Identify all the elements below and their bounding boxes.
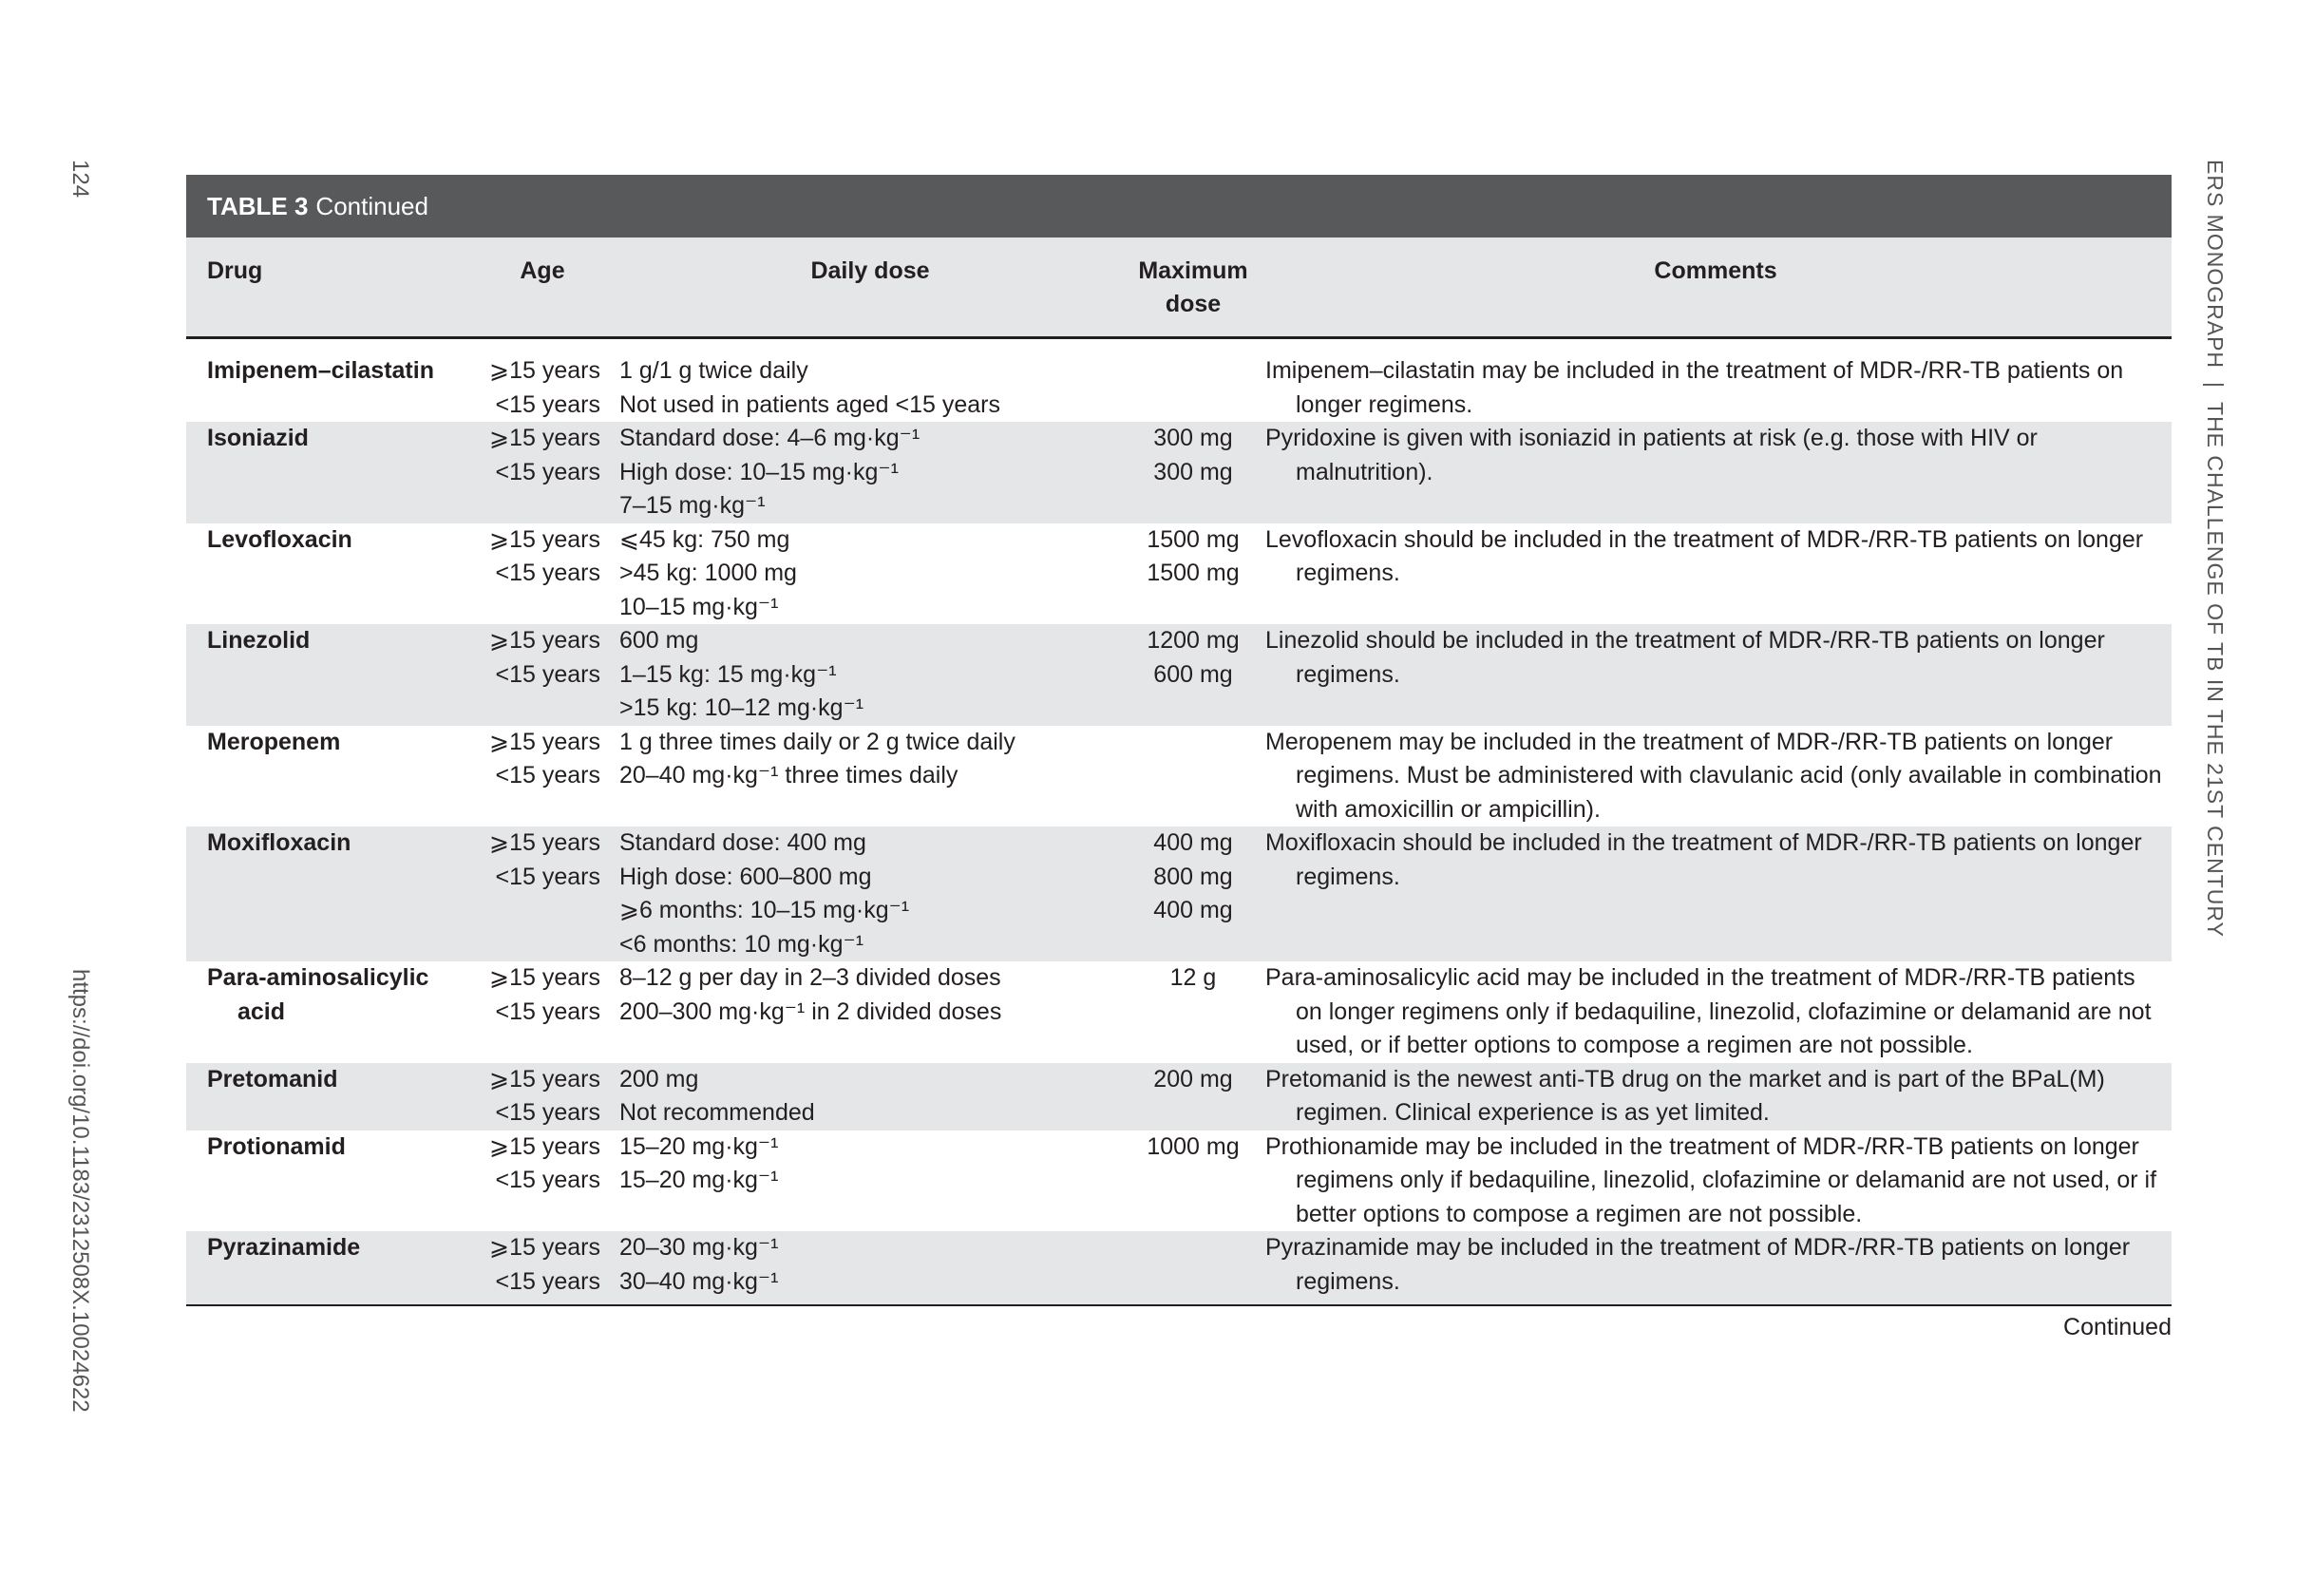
- table-row: [186, 422, 2172, 523]
- comment-text: Pretomanid is the newest anti-TB drug on the market and is part of the BPaL(M) regimen. Clinical experience is as yet limited.: [1265, 1065, 2105, 1126]
- maximum-dose-value: 400 mg: [1153, 897, 1233, 923]
- drug-name-cell: [186, 523, 471, 625]
- table-row: [186, 961, 2172, 1063]
- page-number: 124: [67, 160, 93, 199]
- maximum-dose-value: 400 mg: [1153, 829, 1233, 856]
- maximum-dose-value: 1200 mg: [1147, 627, 1240, 654]
- drug-table: [186, 175, 2172, 1341]
- header-daily-dose: Daily dose: [614, 238, 1127, 338]
- daily-dose-value: 200–300 mg·kg⁻¹ in 2 divided doses: [619, 998, 1002, 1025]
- age-value: ⩾15 years: [489, 627, 600, 654]
- maximum-dose-value: 200 mg: [1153, 1065, 1233, 1092]
- drug-name: Linezolid: [207, 627, 311, 654]
- comments-cell: [1260, 523, 2172, 625]
- age-cell: [471, 826, 614, 961]
- comment-text: Prothionamide may be included in the treatment of MDR-/RR-TB patients on longer regimens only if bedaquiline, linezolid, clofazimine or delamanid are not used, or if better options to compose a regimen are not possible.: [1265, 1132, 2157, 1227]
- daily-dose-value: 10–15 mg·kg⁻¹: [619, 593, 779, 620]
- age-value: <15 years: [495, 1099, 600, 1126]
- drug-name-cell: [186, 338, 471, 423]
- comments-cell: [1260, 726, 2172, 827]
- age-value: ⩾15 years: [489, 1065, 600, 1092]
- comments-cell: [1260, 338, 2172, 423]
- drug-name: Moxifloxacin: [207, 829, 351, 856]
- daily-dose-value: Standard dose: 4–6 mg·kg⁻¹: [619, 425, 920, 451]
- drug-name-cell: [186, 1063, 471, 1130]
- drug-name-cell: [186, 826, 471, 961]
- age-cell: [471, 961, 614, 1063]
- comments-cell: [1260, 1231, 2172, 1305]
- age-value: ⩾15 years: [489, 357, 600, 384]
- daily-dose-cell: [614, 422, 1127, 523]
- daily-dose-value: High dose: 600–800 mg: [619, 863, 872, 890]
- age-value: <15 years: [495, 560, 600, 586]
- age-value: <15 years: [495, 458, 600, 485]
- table-row: [186, 1063, 2172, 1130]
- daily-dose-cell: [614, 826, 1127, 961]
- header-maximum-line1: Maximum: [1138, 257, 1248, 284]
- daily-dose-value: 8–12 g per day in 2–3 divided doses: [619, 964, 1001, 991]
- maximum-dose-cell: [1127, 726, 1260, 827]
- maximum-dose-value: 1000 mg: [1147, 1132, 1240, 1160]
- drug-name-cell: [186, 422, 471, 523]
- comment-text: Linezolid should be included in the treatment of MDR-/RR-TB patients on longer regimens.: [1265, 627, 2105, 688]
- drug-name-cell: [186, 1130, 471, 1232]
- maximum-dose-cell: [1127, 338, 1260, 423]
- drug-name: Para-aminosalicylic acid: [207, 964, 429, 1025]
- table-row: [186, 338, 2172, 423]
- table-caption-label: TABLE 3: [207, 191, 309, 220]
- header-age: Age: [471, 238, 614, 338]
- table-row: [186, 726, 2172, 827]
- running-head: [2202, 160, 2228, 938]
- maximum-dose-cell: [1127, 826, 1260, 961]
- age-value: <15 years: [495, 998, 600, 1025]
- age-value: ⩾15 years: [489, 1234, 600, 1261]
- header-maximum-dose: [1127, 238, 1260, 338]
- daily-dose-value: 20–40 mg·kg⁻¹ three times daily: [619, 762, 958, 788]
- daily-dose-value: >45 kg: 1000 mg: [619, 560, 797, 586]
- maximum-dose-value: 300 mg: [1153, 425, 1233, 451]
- age-value: <15 years: [495, 762, 600, 788]
- daily-dose-value: High dose: 10–15 mg·kg⁻¹: [619, 458, 899, 485]
- daily-dose-value: 1 g three times daily or 2 g twice daily: [619, 728, 1015, 755]
- running-head-title: THE CHALLENGE OF TB IN THE 21ST CENTURY: [2203, 402, 2228, 938]
- age-value: ⩾15 years: [489, 728, 600, 755]
- daily-dose-value: 200 mg: [619, 1065, 699, 1092]
- maximum-dose-value: 600 mg: [1153, 660, 1233, 688]
- daily-dose-value: Standard dose: 400 mg: [619, 829, 866, 856]
- daily-dose-cell: [614, 338, 1127, 423]
- age-cell: [471, 1130, 614, 1232]
- maximum-dose-cell: [1127, 961, 1260, 1063]
- maximum-dose-value: 12 g: [1169, 964, 1217, 991]
- table-caption-text: Continued: [315, 191, 428, 220]
- daily-dose-cell: [614, 726, 1127, 827]
- doi-link[interactable]: https://doi.org/10.1183/2312508X.10024622: [67, 969, 93, 1413]
- comments-cell: [1260, 422, 2172, 523]
- drug-name-cell: [186, 961, 471, 1063]
- table-caption: [186, 175, 2172, 238]
- maximum-dose-cell: [1127, 422, 1260, 523]
- maximum-dose-value: 1500 mg: [1147, 525, 1240, 553]
- comments-cell: [1260, 1130, 2172, 1232]
- comments-cell: [1260, 961, 2172, 1063]
- table-row: [186, 1130, 2172, 1232]
- daily-dose-value: 7–15 mg·kg⁻¹: [619, 492, 766, 519]
- age-cell: [471, 624, 614, 726]
- age-value: ⩾15 years: [489, 1132, 600, 1160]
- drug-name-cell: [186, 1231, 471, 1305]
- comment-text: Pyrazinamide may be included in the treatment of MDR-/RR-TB patients on longer regimens.: [1265, 1234, 2131, 1295]
- drug-name: Protionamid: [207, 1132, 346, 1160]
- drug-name-cell: [186, 726, 471, 827]
- comment-text: Imipenem–cilastatin may be included in the treatment of MDR-/RR-TB patients on longer regimens.: [1265, 357, 2124, 418]
- running-head-separator: |: [2203, 382, 2228, 390]
- comment-text: Levofloxacin should be included in the treatment of MDR-/RR-TB patients on longer regimens.: [1265, 525, 2144, 586]
- comment-text: Pyridoxine is given with isoniazid in patients at risk (e.g. those with HIV or malnutrition).: [1265, 425, 2038, 485]
- age-cell: [471, 1063, 614, 1130]
- drug-name: Pretomanid: [207, 1065, 338, 1092]
- table-header-row: [186, 238, 2172, 338]
- age-value: ⩾15 years: [489, 964, 600, 991]
- daily-dose-cell: [614, 961, 1127, 1063]
- daily-dose-value: <6 months: 10 mg·kg⁻¹: [619, 930, 864, 958]
- age-value: <15 years: [495, 660, 600, 688]
- comment-text: Meropenem may be included in the treatment of MDR-/RR-TB patients on longer regimens. Must be administered with clavulanic acid (only available in combination with amoxicillin or ampicillin).: [1265, 728, 2162, 823]
- header-maximum-line2: dose: [1165, 291, 1222, 317]
- running-head-series: ERS MONOGRAPH: [2203, 160, 2228, 370]
- header-comments: Comments: [1260, 238, 2172, 338]
- comments-cell: [1260, 624, 2172, 726]
- age-cell: [471, 523, 614, 625]
- comment-text: Moxifloxacin should be included in the treatment of MDR-/RR-TB patients on longer regimens.: [1265, 829, 2142, 890]
- daily-dose-value: Not used in patients aged <15 years: [619, 390, 1000, 418]
- drug-name: Isoniazid: [207, 425, 309, 451]
- daily-dose-value: >15 kg: 10–12 mg·kg⁻¹: [619, 694, 864, 721]
- comment-text: Para-aminosalicylic acid may be included in the treatment of MDR-/RR-TB patients on longer regimens only if bedaquiline, linezolid, clofazimine or delamanid are not used, or if better options to compose a regimen are not possible.: [1265, 964, 2152, 1058]
- age-value: <15 years: [495, 1167, 600, 1193]
- maximum-dose-value: 1500 mg: [1147, 560, 1240, 586]
- maximum-dose-cell: [1127, 523, 1260, 625]
- age-value: ⩾15 years: [489, 425, 600, 451]
- comments-cell: [1260, 1063, 2172, 1130]
- drug-name: Levofloxacin: [207, 525, 352, 553]
- daily-dose-value: 1–15 kg: 15 mg·kg⁻¹: [619, 660, 837, 688]
- maximum-dose-cell: [1127, 1063, 1260, 1130]
- daily-dose-cell: [614, 1063, 1127, 1130]
- header-drug: Drug: [186, 238, 471, 338]
- daily-dose-value: 15–20 mg·kg⁻¹: [619, 1167, 779, 1193]
- comments-cell: [1260, 826, 2172, 961]
- age-cell: [471, 338, 614, 423]
- table-row: [186, 826, 2172, 961]
- daily-dose-cell: [614, 1231, 1127, 1305]
- daily-dose-value: Not recommended: [619, 1099, 815, 1126]
- age-value: <15 years: [495, 863, 600, 890]
- age-cell: [471, 1231, 614, 1305]
- maximum-dose-value: 300 mg: [1153, 458, 1233, 485]
- maximum-dose-cell: [1127, 624, 1260, 726]
- dosing-table: [186, 238, 2172, 1306]
- drug-name-cell: [186, 624, 471, 726]
- daily-dose-value: 1 g/1 g twice daily: [619, 357, 808, 384]
- daily-dose-cell: [614, 624, 1127, 726]
- table-row: [186, 523, 2172, 625]
- maximum-dose-cell: [1127, 1231, 1260, 1305]
- age-value: <15 years: [495, 1267, 600, 1295]
- drug-name: Meropenem: [207, 728, 341, 755]
- table-row: [186, 1231, 2172, 1305]
- age-cell: [471, 422, 614, 523]
- age-value: ⩾15 years: [489, 525, 600, 553]
- daily-dose-value: ⩾6 months: 10–15 mg·kg⁻¹: [619, 897, 910, 923]
- drug-name: Imipenem–cilastatin: [207, 357, 434, 384]
- maximum-dose-cell: [1127, 1130, 1260, 1232]
- daily-dose-value: ⩽45 kg: 750 mg: [619, 525, 790, 553]
- daily-dose-value: 20–30 mg·kg⁻¹: [619, 1234, 779, 1261]
- maximum-dose-value: 800 mg: [1153, 863, 1233, 890]
- table-row: [186, 624, 2172, 726]
- age-value: ⩾15 years: [489, 829, 600, 856]
- daily-dose-value: 600 mg: [619, 627, 699, 654]
- daily-dose-value: 30–40 mg·kg⁻¹: [619, 1267, 779, 1295]
- continued-note: Continued: [2063, 1314, 2172, 1340]
- table-body: [186, 338, 2172, 1306]
- age-cell: [471, 726, 614, 827]
- daily-dose-cell: [614, 1130, 1127, 1232]
- drug-name: Pyrazinamide: [207, 1234, 361, 1261]
- daily-dose-value: 15–20 mg·kg⁻¹: [619, 1132, 779, 1160]
- daily-dose-cell: [614, 523, 1127, 625]
- age-value: <15 years: [495, 390, 600, 418]
